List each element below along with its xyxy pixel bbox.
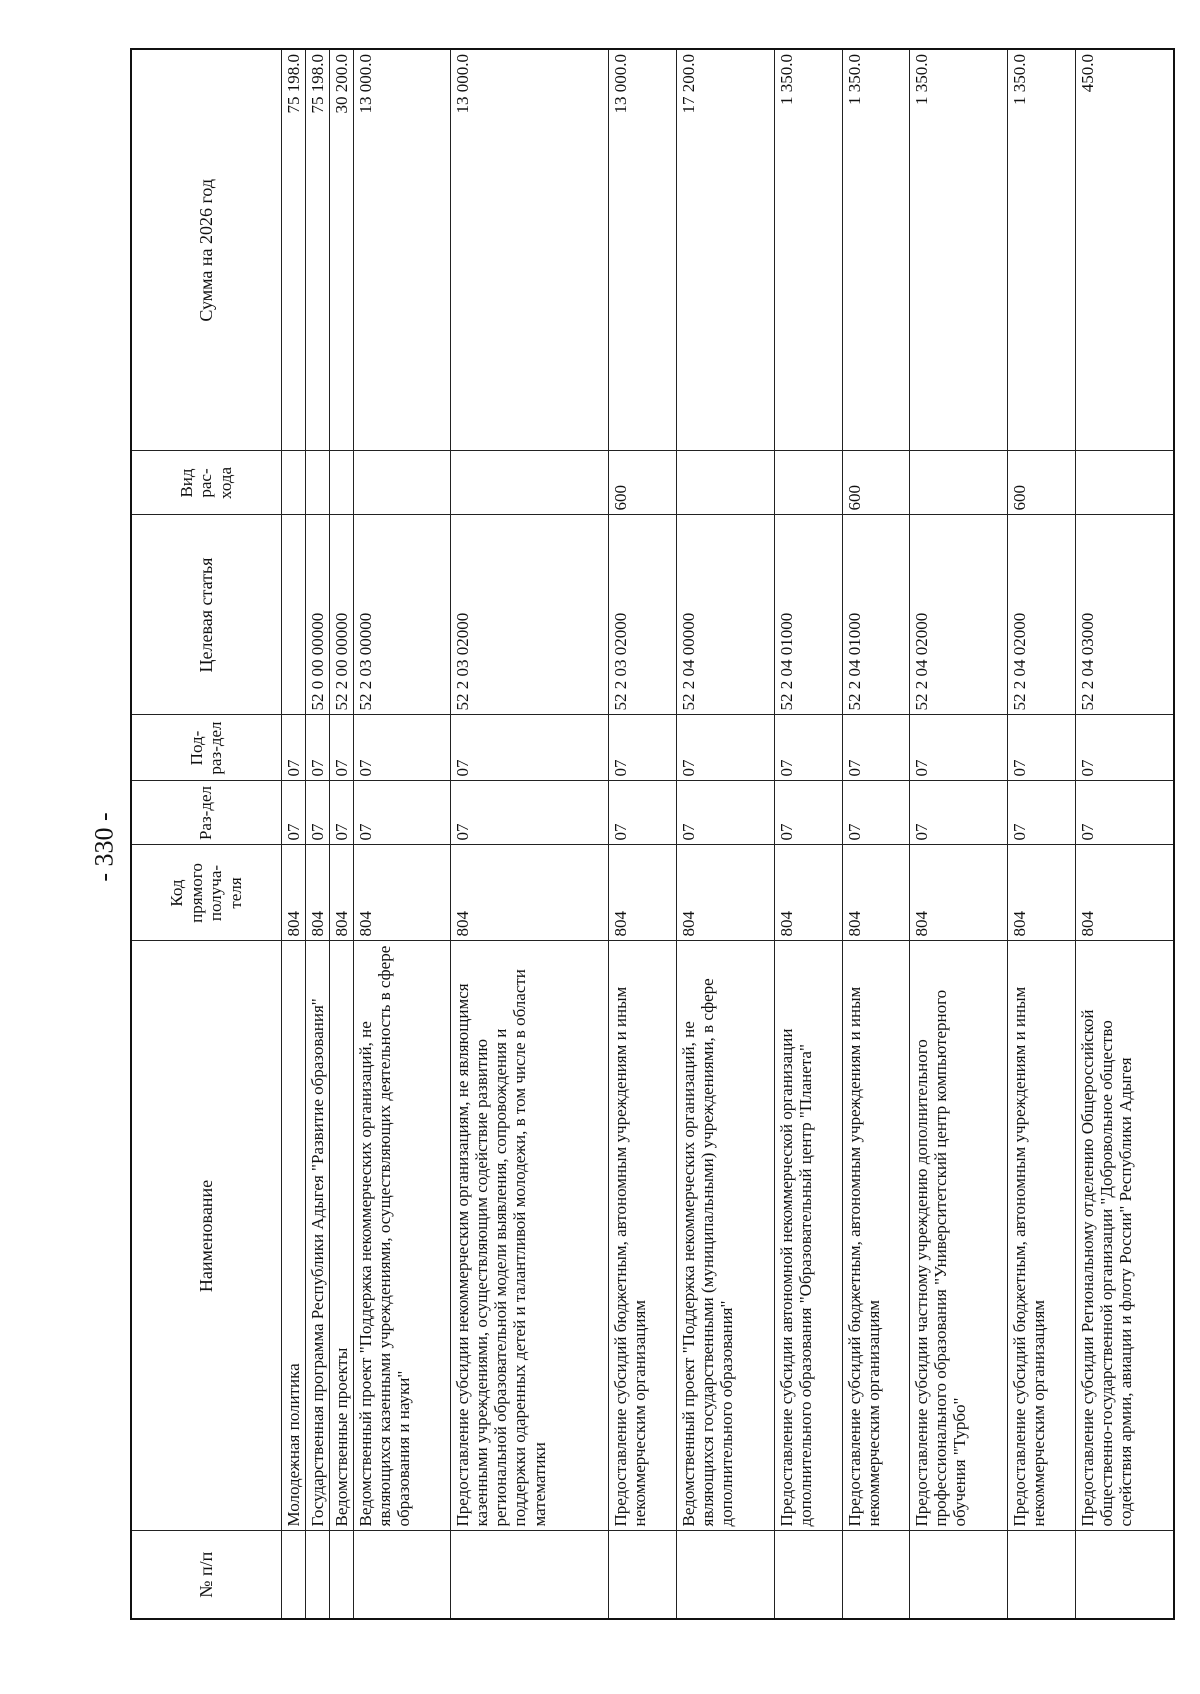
cell-target: 52 2 00 00000 (329, 515, 353, 715)
cell-subsection: 07 (1075, 715, 1174, 781)
cell-section: 07 (329, 781, 353, 845)
table-row (329, 49, 353, 1619)
cell-subsection: 07 (774, 715, 842, 781)
cell-target: 52 2 03 00000 (353, 515, 451, 715)
cell-amount: 13 000.0 (451, 49, 609, 451)
cell-amount: 1 350.0 (1008, 49, 1076, 451)
table-row (1075, 49, 1174, 1619)
cell-num (842, 1531, 910, 1619)
table-row (676, 49, 774, 1619)
header-recipient: Код прямого получа-теля (131, 845, 281, 941)
cell-num (676, 1531, 774, 1619)
cell-amount: 13 000.0 (353, 49, 451, 451)
cell-expense (353, 451, 451, 515)
cell-amount: 13 000.0 (609, 49, 677, 451)
cell-expense (305, 451, 329, 515)
cell-expense (451, 451, 609, 515)
cell-expense (1075, 451, 1174, 515)
cell-target (281, 515, 305, 715)
cell-subsection: 07 (329, 715, 353, 781)
cell-recipient: 804 (676, 845, 774, 941)
header-expense: Вид рас-хода (131, 451, 281, 515)
header-section: Раз-дел (131, 781, 281, 845)
cell-recipient: 804 (1075, 845, 1174, 941)
cell-name: Предоставление субсидии автономной некоммерческой организации дополнительного образования "Образовательный центр "Планета" (774, 941, 842, 1531)
cell-subsection: 07 (451, 715, 609, 781)
cell-num (281, 1531, 305, 1619)
cell-target: 52 2 04 02000 (910, 515, 1008, 715)
cell-name: Предоставление субсидий бюджетным, автономным учреждениям и иным некоммерческим организациям (842, 941, 910, 1531)
header-amount: Сумма на 2026 год (131, 49, 281, 451)
cell-recipient: 804 (842, 845, 910, 941)
cell-target: 52 2 04 01000 (842, 515, 910, 715)
header-num: № п/п (131, 1531, 281, 1619)
cell-section: 07 (305, 781, 329, 845)
cell-num (774, 1531, 842, 1619)
cell-section: 07 (1075, 781, 1174, 845)
table-row (1008, 49, 1076, 1619)
cell-num (910, 1531, 1008, 1619)
cell-name: Предоставление субсидий бюджетным, автономным учреждениям и иным некоммерческим организациям (609, 941, 677, 1531)
header-subsection: Под-раз-дел (131, 715, 281, 781)
cell-name: Государственная программа Республики Адыгея "Развитие образования" (305, 941, 329, 1531)
cell-amount: 450.0 (1075, 49, 1174, 451)
budget-table (130, 48, 1175, 1620)
cell-subsection: 07 (353, 715, 451, 781)
table-row (842, 49, 910, 1619)
cell-num (305, 1531, 329, 1619)
table-row (774, 49, 842, 1619)
table-row (305, 49, 329, 1619)
cell-name: Ведомственный проект "Поддержка некоммерческих организаций, не являющихся государственными (муниципальными) учреждениями, в сфере дополнительного образования" (676, 941, 774, 1531)
header-target: Целевая статья (131, 515, 281, 715)
cell-expense: 600 (1008, 451, 1076, 515)
table-row (281, 49, 305, 1619)
cell-amount: 1 350.0 (774, 49, 842, 451)
header-name: Наименование (131, 941, 281, 1531)
cell-target: 52 2 04 03000 (1075, 515, 1174, 715)
cell-section: 07 (676, 781, 774, 845)
cell-name: Предоставление субсидий бюджетным, автономным учреждениям и иным некоммерческим организациям (1008, 941, 1076, 1531)
table-row (353, 49, 451, 1619)
cell-recipient: 804 (451, 845, 609, 941)
cell-target: 52 0 00 00000 (305, 515, 329, 715)
cell-section: 07 (1008, 781, 1076, 845)
cell-num (329, 1531, 353, 1619)
cell-subsection: 07 (842, 715, 910, 781)
cell-target: 52 2 04 00000 (676, 515, 774, 715)
cell-subsection: 07 (910, 715, 1008, 781)
cell-subsection: 07 (609, 715, 677, 781)
rotated-table-container (130, 50, 1175, 1620)
cell-num (353, 1531, 451, 1619)
cell-expense (910, 451, 1008, 515)
cell-subsection: 07 (305, 715, 329, 781)
page-number: - 330 - (89, 812, 119, 882)
cell-section: 07 (774, 781, 842, 845)
cell-amount: 1 350.0 (910, 49, 1008, 451)
cell-target: 52 2 04 01000 (774, 515, 842, 715)
cell-subsection: 07 (676, 715, 774, 781)
table-row (910, 49, 1008, 1619)
table-row (451, 49, 609, 1619)
cell-section: 07 (910, 781, 1008, 845)
cell-target: 52 2 03 02000 (609, 515, 677, 715)
cell-num (1075, 1531, 1174, 1619)
cell-amount: 30 200.0 (329, 49, 353, 451)
cell-target: 52 2 04 02000 (1008, 515, 1076, 715)
cell-name: Ведомственные проекты (329, 941, 353, 1531)
cell-subsection: 07 (1008, 715, 1076, 781)
cell-section: 07 (451, 781, 609, 845)
cell-num (451, 1531, 609, 1619)
cell-amount: 75 198.0 (281, 49, 305, 451)
cell-expense (774, 451, 842, 515)
cell-section: 07 (609, 781, 677, 845)
cell-recipient: 804 (774, 845, 842, 941)
cell-name: Молодежная политика (281, 941, 305, 1531)
cell-subsection: 07 (281, 715, 305, 781)
table-header-row (131, 49, 281, 1619)
cell-name: Предоставление субсидии частному учреждению дополнительного профессионального образования "Университетский центр компьютерного обучения "Турбо" (910, 941, 1008, 1531)
cell-expense (676, 451, 774, 515)
cell-name: Ведомственный проект "Поддержка некоммерческих организаций, не являющихся казенными учреждениями, осуществляющих деятельность в сфере образования и науки" (353, 941, 451, 1531)
cell-name: Предоставление субсидии некоммерческим организациям, не являющимся казенными учреждениями, осуществляющим содействие развитию региональной образовательной модели выявления, сопровождения и поддержки одаренных детей и талантливой молодежи, в том числе в области математики (451, 941, 609, 1531)
cell-recipient: 804 (609, 845, 677, 941)
cell-recipient: 804 (1008, 845, 1076, 941)
cell-recipient: 804 (910, 845, 1008, 941)
cell-section: 07 (842, 781, 910, 845)
cell-name: Предоставление субсидии Региональному отделению Общероссийской общественно-государственной организации "Добровольное общество содействия армии, авиации и флоту России" Республики Адыгея (1075, 941, 1174, 1531)
cell-amount: 75 198.0 (305, 49, 329, 451)
cell-recipient: 804 (305, 845, 329, 941)
cell-recipient: 804 (353, 845, 451, 941)
cell-section: 07 (281, 781, 305, 845)
cell-expense (281, 451, 305, 515)
cell-amount: 1 350.0 (842, 49, 910, 451)
cell-section: 07 (353, 781, 451, 845)
cell-target: 52 2 03 02000 (451, 515, 609, 715)
cell-recipient: 804 (281, 845, 305, 941)
cell-expense: 600 (842, 451, 910, 515)
cell-amount: 17 200.0 (676, 49, 774, 451)
table-row (609, 49, 677, 1619)
cell-recipient: 804 (329, 845, 353, 941)
cell-expense (329, 451, 353, 515)
cell-num (609, 1531, 677, 1619)
cell-num (1008, 1531, 1076, 1619)
cell-expense: 600 (609, 451, 677, 515)
